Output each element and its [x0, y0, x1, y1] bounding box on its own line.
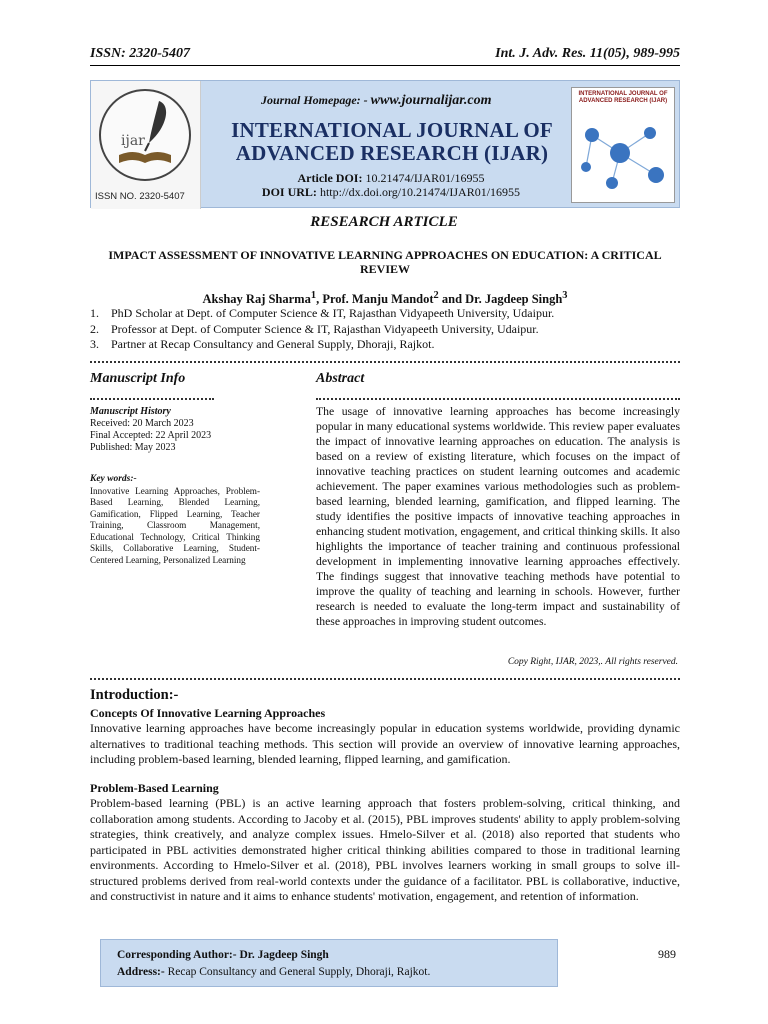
author-3-sup: 3: [562, 290, 568, 301]
received-date: Received: 20 March 2023: [90, 418, 194, 429]
affiliation-text: PhD Scholar at Dept. of Computer Science & IT, Rajasthan Vidyapeeth University, Udaipur.: [111, 306, 555, 320]
quill-book-icon: [101, 91, 189, 179]
doi-block: [241, 171, 541, 199]
issn-label: ISSN: 2320-5407: [90, 46, 190, 61]
doi-value: 10.21474/IJAR01/16955: [365, 171, 485, 185]
pbl-heading: Problem-Based Learning: [90, 781, 219, 795]
history-label: Manuscript History: [90, 406, 171, 417]
affiliation-text: Partner at Recap Consultancy and General Supply, Dhoraji, Rajkot.: [111, 337, 435, 351]
abstract-heading: Abstract: [316, 371, 365, 386]
affiliation-number: 2.: [90, 321, 99, 336]
corresponding-author-box: [100, 939, 558, 987]
author-1-sup: 1: [310, 290, 317, 301]
affiliation-item: [90, 322, 680, 338]
address-text: Recap Consultancy and General Supply, Dhoraji, Rajkot.: [164, 966, 431, 978]
logo-seal: [99, 89, 191, 181]
pbl-paragraph: Problem-based learning (PBL) is an active learning approach that fosters problem-solving, critical thinking, and collaboration among students. According to Jacoby et al. (2015), PBL improves students' ability to apply problem-solving strategies, think creatively, and analyze complex issues. Hmelo-Silver et al. (2018) also reported that students who participated in PBL activities demonstrated higher critical thinking abilities compared to those in traditional learning environments. According to Hmelo-Silver et al. (2018), PBL involves learners working in small groups to solve ill-structured problems derived from real-world contexts under the guidance of a facilitator. PBL is collaborative, inductive, and constructivist in nature and it aims to enhance students' motivation, engagement, and retention of information.: [90, 796, 680, 903]
journal-logo: [91, 81, 201, 209]
dotted-divider: [90, 678, 680, 680]
doi-url-link[interactable]: http://dx.doi.org/10.21474/IJAR01/16955: [319, 185, 521, 199]
affiliation-number: 1.: [90, 306, 99, 320]
concepts-paragraph: Innovative learning approaches have become increasingly popular in education systems worldwide, providing dynamic alternatives to traditional teaching methods. This section will provide an overview of innovative learning approaches, including problem-based learning, blended learning, flipped learning, and gamification.: [90, 721, 680, 766]
corresponding-author: Corresponding Author:- Dr. Jagdeep Singh: [117, 949, 329, 961]
article-type: RESEARCH ARTICLE: [310, 214, 458, 230]
doi-url-label: DOI URL:: [261, 185, 317, 199]
published-date: Published: May 2023: [90, 442, 176, 453]
citation-label: Int. J. Adv. Res. 11(05), 989-995: [495, 46, 680, 61]
keywords-label: Key words:-: [90, 474, 137, 484]
manuscript-history: [90, 406, 260, 454]
dotted-divider: [316, 398, 680, 400]
homepage-label: Journal Homepage: -: [261, 93, 368, 107]
homepage-link[interactable]: www.journalijar.com: [370, 93, 492, 108]
keywords-block: [90, 474, 260, 566]
affiliation-text: Professor at Dept. of Computer Science & IT, Rajasthan Vidyapeeth University, Udaipur.: [111, 321, 539, 336]
author-1: Akshay Raj Sharma: [202, 292, 311, 307]
dotted-divider: [90, 398, 214, 400]
dotted-divider: [90, 361, 680, 363]
abstract-text: The usage of innovative learning approaches has become increasingly popular in many educational systems worldwide. This review paper evaluates the impact of innovative learning approaches on education. The analysis is based on a review of existing literature, which focuses on the impact of innovative teaching practices on student learning outcomes and academic achievement. The paper examines various methodologies such as problem-based learning, blended learning, gamification, and flipped learning. The study identifies the positive impacts of innovative teaching approaches in enhancing student motivation, engagement, and critical thinking skills. It also highlights the importance of teacher training and continuous professional development in implementing innovative learning approaches effectively. The findings suggest that innovative teaching methods have potential to improve the quality of teaching and learning in schools. However, further research is needed to evaluate the long-term impact and sustainability of these approaches in improving student outcomes.: [316, 405, 680, 628]
affiliation-list: [90, 306, 680, 353]
molecule-graphic-icon: [572, 105, 675, 201]
author-2-sup: 2: [433, 290, 439, 301]
cover-title: INTERNATIONAL JOURNAL OF ADVANCED RESEARCH (IJAR): [578, 91, 668, 104]
page-number: 989: [658, 947, 676, 961]
author-sep-2: and: [438, 292, 466, 307]
paper-title: IMPACT ASSESSMENT OF INNOVATIVE LEARNING APPROACHES ON EDUCATION: A CRITICAL REVIEW: [108, 248, 662, 276]
accepted-date: Final Accepted: 22 April 2023: [90, 430, 212, 441]
address-label: Address:-: [117, 966, 165, 978]
journal-cover-image: [571, 87, 675, 203]
doi-label: Article DOI:: [297, 171, 363, 185]
keywords-text: Innovative Learning Approaches, Problem-Based Learning, Blended Learning, Gamification, Flipped Learning, Teacher Training, Classroom Management, Educational Technology, Critical Thinking Skills, Collaborative Learning, Student-Centered Learning, Personalized Learning: [90, 485, 260, 565]
journal-name: [217, 119, 567, 165]
logo-issn: ISSN NO. 2320-5407: [95, 191, 185, 202]
author-sep-1: ,: [316, 292, 323, 307]
affiliation-item: [90, 337, 680, 353]
running-header: [90, 44, 680, 66]
journal-homepage: [261, 93, 492, 109]
author-2: Prof. Manju Mandot: [322, 292, 434, 307]
affiliation-item: [90, 306, 680, 322]
manuscript-info-heading: Manuscript Info: [90, 371, 186, 386]
journal-name-line-2: ADVANCED RESEARCH (IJAR): [235, 141, 549, 165]
journal-name-line-1: INTERNATIONAL JOURNAL OF: [231, 118, 553, 142]
copyright-note: Copy Right, IJAR, 2023,. All rights reserved.: [507, 657, 678, 667]
author-list: [90, 290, 680, 307]
introduction-heading: Introduction:-: [90, 687, 179, 703]
journal-banner: [90, 80, 680, 208]
author-3: Dr. Jagdeep Singh: [465, 292, 563, 307]
affiliation-number: 3.: [90, 337, 99, 351]
logo-text: ijar: [121, 133, 145, 149]
author-address: [117, 964, 557, 981]
concepts-heading: Concepts Of Innovative Learning Approaches: [90, 706, 326, 720]
